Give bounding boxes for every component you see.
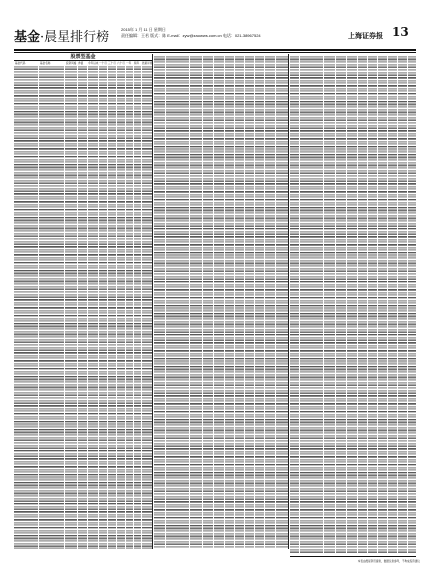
header-2y: 两年	[134, 62, 140, 65]
header-name: 基金名称	[40, 62, 51, 65]
header-3m: 三个月	[108, 62, 116, 65]
header-nav: 净值	[78, 62, 84, 65]
newspaper-name: 上海证券报	[348, 31, 383, 40]
table-rows	[154, 56, 288, 549]
table-column-2	[154, 54, 288, 549]
header-style: 投资风格	[66, 62, 77, 65]
section-subtitle: 晨星排行榜	[44, 30, 110, 45]
header-6m: 六个月	[117, 62, 125, 65]
footer-rule	[290, 556, 416, 557]
header-ytd: 今年以来	[88, 62, 99, 65]
table-column-3	[290, 54, 416, 554]
masthead	[14, 20, 416, 48]
page-number: 13	[392, 25, 409, 39]
table-rows	[14, 66, 152, 549]
header-rating: 晨星评级	[142, 62, 153, 65]
section-name: 基金	[14, 30, 41, 45]
table-column-1	[14, 54, 152, 549]
masthead-rule	[14, 49, 416, 51]
issue-meta	[121, 27, 261, 39]
table-title: 股票型基金	[70, 54, 96, 60]
issue-date: 2015年 1 月 11 日 星期日	[121, 27, 166, 32]
header-1y: 一年	[126, 62, 132, 65]
header-code: 基金代码	[15, 62, 26, 65]
section-title: 基金·晨星排行榜	[14, 30, 110, 45]
table-header-block	[14, 54, 152, 66]
column-divider	[152, 54, 153, 549]
footer-note: 本表由晨星资讯提供，数据仅供参考，不构成投资建议	[357, 560, 420, 563]
editor-line: 责任编辑：王若 版式：陈 E-mail：zyw@zaowws.com.cn 电话：021-38967524	[121, 33, 261, 38]
header-1m: 一个月	[99, 62, 107, 65]
column-divider	[288, 54, 289, 549]
